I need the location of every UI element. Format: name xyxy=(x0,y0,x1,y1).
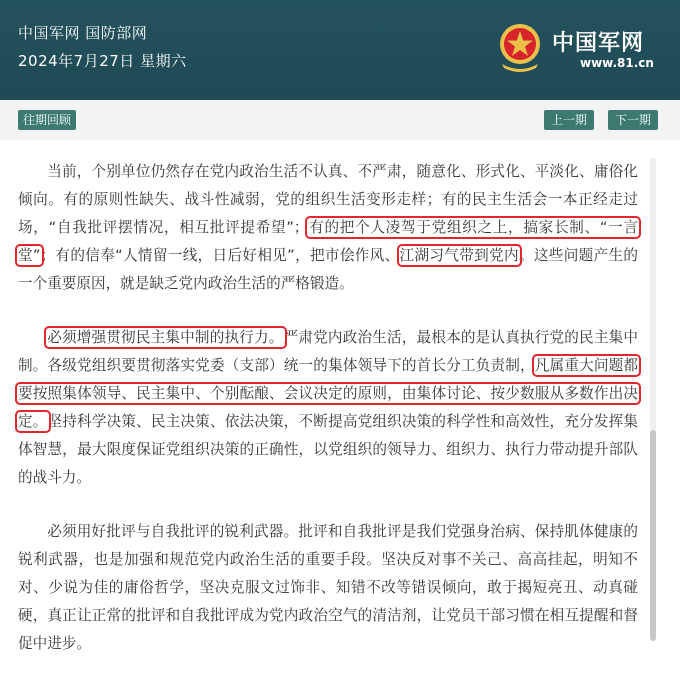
text-segment: ；有的信奉“人情留一线，日后好相见”，把市侩作风、 xyxy=(40,247,400,264)
text-segment: 必须用好批评与自我批评的锐利武器。批评和自我批评是我们党强身治病、保持肌体健康的锐利武器，也是加强和规范党内政治生活的重要手段。坚决反对事不关己、高高挂起，明知不对、少说为佳的庸俗哲学，坚决克服文过饰非、知错不改等错误倾向，敢于揭短亮丑、动真碰硬，真正让正常的批评和自我批评成为党内政治空气的清洁剂，让党员干部习惯在相互提醒和督促中进步。 xyxy=(18,523,638,652)
site-name: 中国军网 国防部网 xyxy=(18,24,148,42)
star-gear-emblem-icon xyxy=(496,20,544,72)
history-button[interactable]: 往期回顾 xyxy=(18,110,76,130)
highlighted-phrase: 有的把个人凌驾于党组织之上，搞家长制、“一言堂” xyxy=(18,219,639,264)
scrollbar-thumb[interactable] xyxy=(650,430,656,641)
highlighted-phrase: 江湖习气带到党内 xyxy=(399,247,519,264)
prev-issue-button[interactable]: 上一期 xyxy=(544,110,594,130)
text-segment: 坚持科学决策、民主决策、依法决策，不断提高党组织决策的科学性和高效性，充分发挥集体智慧，最大限度保证党组织决策的正确性，以党组织的领导力、组织力、执行力带动提升部队的战斗力。 xyxy=(18,413,638,486)
paragraph-1 xyxy=(18,158,638,298)
brand-url: www.81.cn xyxy=(580,56,654,70)
site-header xyxy=(0,0,680,100)
text-segment: 。这些问题产生的一个重要原因，就是缺乏党内政治生活的严格锻造。 xyxy=(18,247,638,292)
highlighted-phrase: 必须增强贯彻民主集中制的执行力。 xyxy=(47,329,284,346)
paragraph-3 xyxy=(18,518,638,658)
brand-logo[interactable] xyxy=(496,18,656,78)
article-body xyxy=(18,158,638,684)
highlighted-phrase: 凡属重大问题都要按照集体领导、民主集中、个别酝酿、会议决定的原则，由集体讨论、按少数服从多数作出决定。 xyxy=(18,357,638,430)
paragraph-2 xyxy=(18,324,638,492)
text-segment: 当前，个别单位仍然存在党内政治生活不认真、不严肃，随意化、形式化、平淡化、庸俗化倾向。有的原则性缺失、战斗性减弱，党的组织生活变形走样；有的民主生活会一本正经走过场，“自我批评摆情况，相互批评提希望”； xyxy=(18,163,638,236)
publish-date: 2024年7月27日 星期六 xyxy=(18,52,187,70)
brand-name: 中国军网 xyxy=(552,31,645,56)
text-segment: 严肃党内政治生活，最根本的是认真执行党的民主集中制。各级党组织要贯彻落实党委（支部）统一的集体领导下的首长分工负责制， xyxy=(18,329,638,374)
next-issue-button[interactable]: 下一期 xyxy=(608,110,658,130)
